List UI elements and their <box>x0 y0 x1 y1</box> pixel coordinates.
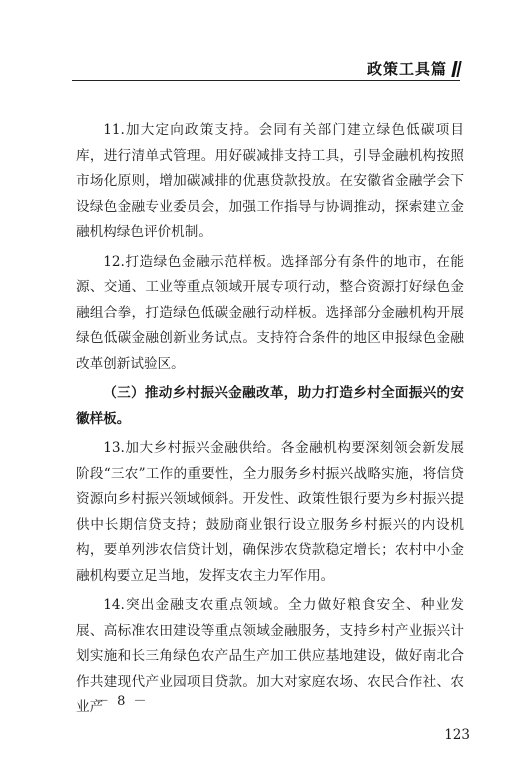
paragraph-12: 12.打造绿色金融示范样板。选择部分有条件的地市，在能源、交通、工业等重点领域开展专项行动，整合资源打好绿色金融组合拳，打造绿色低碳金融行动样板。选择部分金融机构开展绿色低碳金融创新业务试点。支持符合条件的地区申报绿色金融改革创新试验区。 <box>76 253 464 372</box>
paragraph-11: 11.加大定向政策支持。会同有关部门建立绿色低碳项目库，进行清单式管理。用好碳减排支持工具，引导金融机构按照市场化原则，增加碳减排的优惠贷款投放。在安徽省金融学会下设绿色金融专业委员会，加强工作指导与协调推动，探索建立金融机构绿色评价机制。 <box>76 122 464 240</box>
local-page-number: － 8 － <box>96 694 149 709</box>
running-header <box>367 58 460 79</box>
page-number: 123 <box>444 727 470 743</box>
header-bar-icon <box>453 61 460 77</box>
section-title: 政策工具篇 <box>366 60 447 78</box>
body-text <box>76 118 464 721</box>
header-divider <box>72 80 460 81</box>
section-heading-3: （三）推动乡村振兴金融改革，助力打造乡村全面振兴的安徽样板。 <box>76 385 464 427</box>
paragraph-13: 13.加大乡村振兴金融供给。各金融机构要深刻领会新发展阶段“三农”工作的重要性，全力服务乡村振兴战略实施，将信贷资源向乡村振兴领域倾斜。开发性、政策性银行要为乡村振兴提供中长期信贷支持；鼓励商业银行设立服务乡村振兴的内设机构，要单列涉农信贷计划，确保涉农贷款稳定增长；农村中小金融机构要立足当地，发挥支农主力军作用。 <box>76 440 464 584</box>
paragraph-14: 14.突出金融支农重点领域。全力做好粮食安全、种业发展、高标准农田建设等重点领域金融服务，支持乡村产业振兴计划实施和长三角绿色农产品生产加工供应基地建设，做好南北合作共建现代产业园项目贷款。加大对家庭农场、农民合作社、农业产 <box>76 597 464 715</box>
